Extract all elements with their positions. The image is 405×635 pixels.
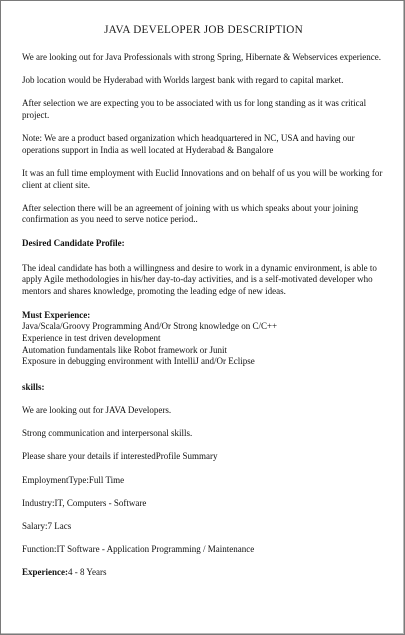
agreement-paragraph: After selection there will be an agreement of joining with us which speaks about your joining confirmation as you need to serve notice period.. bbox=[22, 202, 359, 225]
must-experience-heading: Must Experience: bbox=[22, 309, 91, 320]
desired-profile-text: The ideal candidate has both a willingness and desire to work in a dynamic environment, is able to apply Agile methodologies in his/her day-to-day activities, and is a self-motivated developer who mentors and shares knowledge, promoting the leading edge of new ideas. bbox=[22, 262, 377, 296]
must-experience-item: Exposure in debugging environment with IntelliJ and/Or Eclipse bbox=[22, 356, 255, 367]
function: Function:IT Software - Application Programming / Maintenance bbox=[22, 544, 255, 555]
note-paragraph: Note: We are a product based organization which headquartered in NC, USA and having our operations support in India as well located at Hyderabad & Bangalore bbox=[22, 133, 355, 155]
experience-value: 4 - 8 Years bbox=[67, 567, 107, 578]
skills-line: Please share your details if interestedProfile Summary bbox=[22, 451, 218, 462]
desired-profile-heading: Desired Candidate Profile: bbox=[22, 238, 125, 249]
experience-label: Experience: bbox=[22, 567, 68, 578]
industry: Industry:IT, Computers - Software bbox=[22, 497, 147, 508]
must-experience-item: Experience in test driven development bbox=[22, 332, 161, 343]
salary: Salary:7 Lacs bbox=[22, 520, 72, 531]
page-title: JAVA DEVELOPER JOB DESCRIPTION bbox=[104, 24, 303, 36]
experience-line bbox=[22, 567, 385, 579]
selection-paragraph: After selection we are expecting you to be associated with us for long standing as it was critical project. bbox=[22, 98, 367, 120]
must-experience-section bbox=[22, 310, 385, 368]
skills-line: We are looking out for JAVA Developers. bbox=[22, 404, 172, 415]
intro-paragraph: We are looking out for Java Professionals with strong Spring, Hibernate & Webservices experience. bbox=[22, 52, 382, 62]
skills-line: Strong communication and interpersonal skills. bbox=[22, 428, 193, 439]
employment-type: EmploymentType:Full Time bbox=[22, 474, 125, 485]
skills-heading: skills: bbox=[22, 381, 45, 392]
must-experience-item: Automation fundamentals like Robot framework or Junit bbox=[22, 344, 227, 355]
employment-paragraph: It was an full time employment with Euclid Innovations and on behalf of us you will be working for client at client site. bbox=[22, 167, 383, 190]
must-experience-item: Java/Scala/Groovy Programming And/Or Strong knowledge on C/C++ bbox=[22, 321, 278, 332]
location-paragraph: Job location would be Hyderabad with Worlds largest bank with regard to capital market. bbox=[22, 75, 344, 86]
